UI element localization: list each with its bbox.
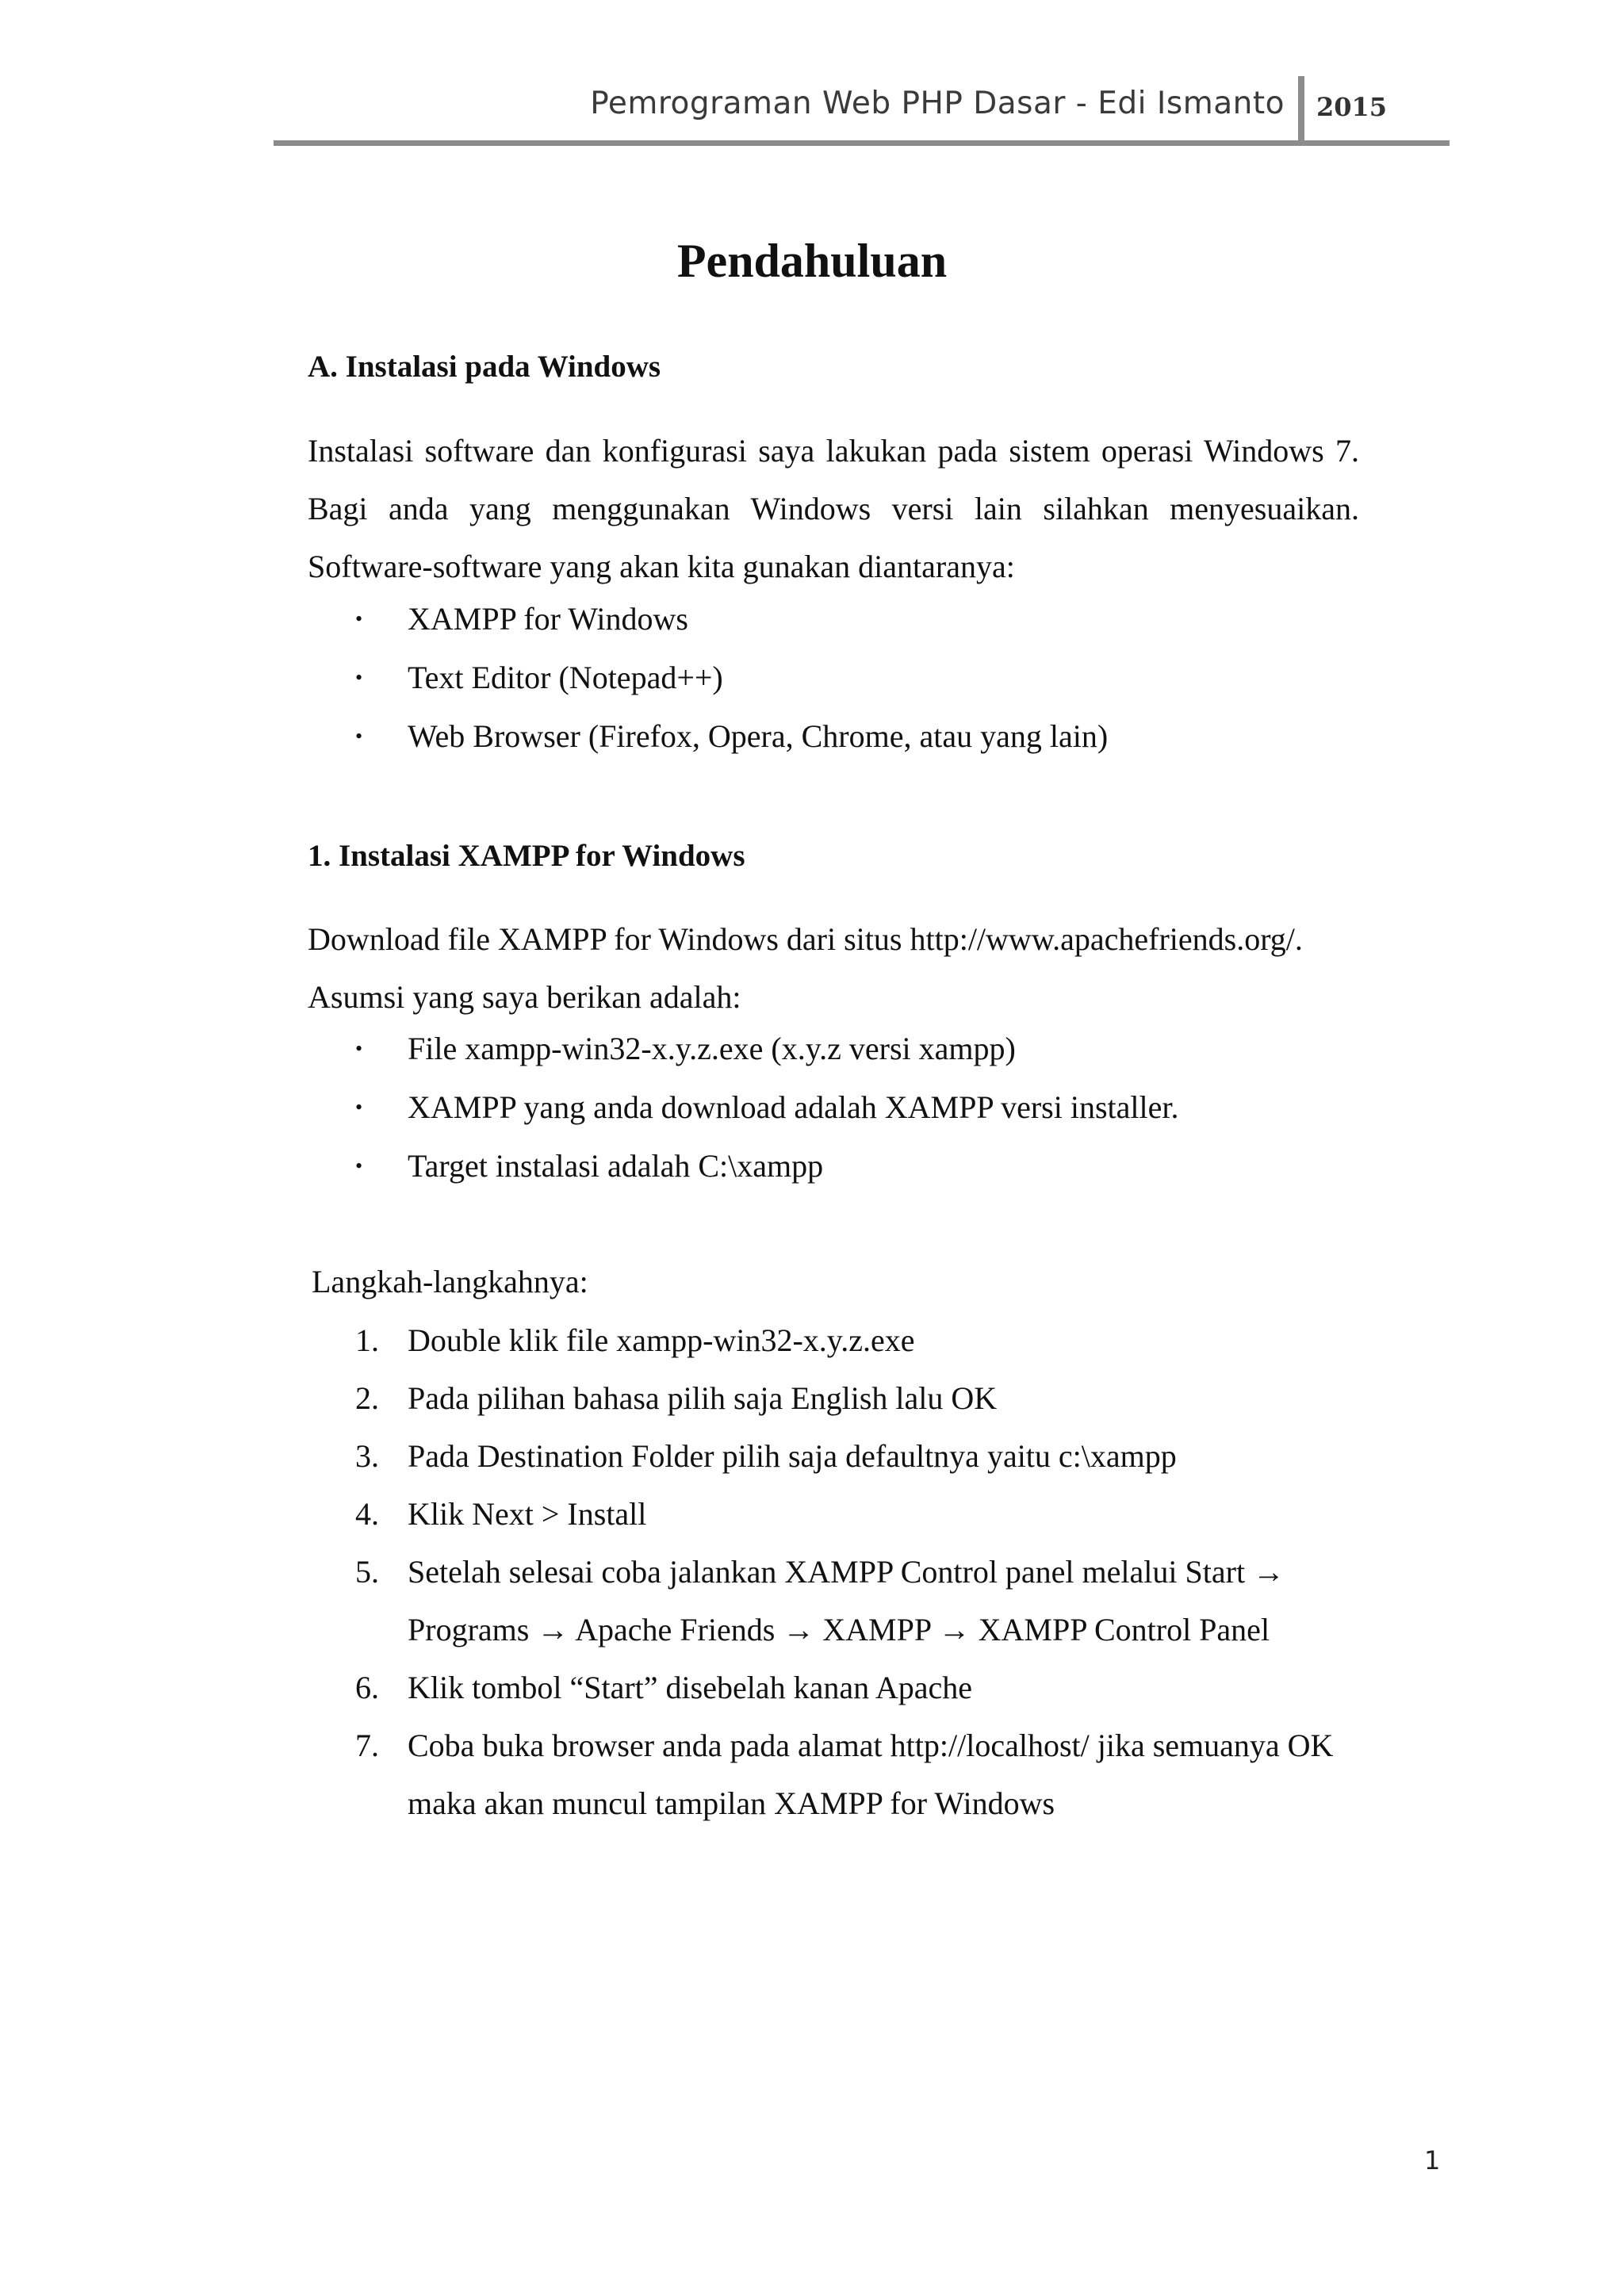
paragraph-line: Instalasi software dan konfigurasi saya lakukan pada sistem operasi Windows 7.	[308, 433, 1359, 469]
step-text: Klik Next > Install	[408, 1496, 647, 1532]
list-item-text: Target instalasi adalah C:\xampp	[408, 1148, 824, 1184]
running-header-year: 2015	[1316, 92, 1388, 122]
section-1-bullet-list	[308, 1020, 1418, 1196]
step-text: Pada pilihan bahasa pilih saja English lalu OK	[408, 1380, 998, 1416]
list-item	[308, 1020, 1418, 1078]
bullet-icon: •	[355, 1096, 363, 1119]
step-item	[308, 1543, 1418, 1659]
section-1-paragraph	[308, 910, 1359, 1026]
step-item	[308, 1659, 1418, 1716]
step-number: 4.	[355, 1496, 379, 1532]
list-item	[308, 649, 1418, 707]
page-number: 1	[1424, 2145, 1441, 2175]
step-item	[308, 1485, 1418, 1543]
step-text: Pada Destination Folder pilih saja defaultnya yaitu c:\xampp	[408, 1438, 1177, 1474]
list-item-text: XAMPP yang anda download adalah XAMPP versi installer.	[408, 1089, 1179, 1125]
running-header-title: Pemrograman Web PHP Dasar - Edi Ismanto	[590, 86, 1285, 121]
step-text-continued: Programs → Apache Friends → XAMPP → XAMPP Control Panel	[408, 1612, 1270, 1647]
bullet-icon: •	[355, 1037, 363, 1060]
step-item	[308, 1716, 1418, 1832]
list-item-text: XAMPP for Windows	[408, 601, 688, 637]
section-a-paragraph	[308, 422, 1359, 595]
list-item	[308, 707, 1418, 766]
list-item	[308, 590, 1418, 649]
steps-list	[308, 1311, 1418, 1832]
section-1-heading: 1. Instalasi XAMPP for Windows	[308, 839, 745, 873]
step-text: Klik tombol “Start” disebelah kanan Apache	[408, 1670, 973, 1705]
paragraph-line: Asumsi yang saya berikan adalah:	[308, 979, 741, 1015]
bullet-icon: •	[355, 1154, 363, 1177]
step-item	[308, 1369, 1418, 1427]
steps-label: Langkah-langkahnya:	[312, 1264, 588, 1299]
section-a-heading: A. Instalasi pada Windows	[308, 350, 661, 384]
step-number: 7.	[355, 1728, 379, 1763]
page-title: Pendahuluan	[676, 235, 948, 287]
step-text-continued: maka akan muncul tampilan XAMPP for Windows	[408, 1785, 1055, 1821]
header-rule	[274, 140, 1450, 146]
step-item	[308, 1427, 1418, 1485]
list-item-text: File xampp-win32-x.y.z.exe (x.y.z versi xampp)	[408, 1031, 1016, 1066]
step-text: Coba buka browser anda pada alamat http://localhost/ jika semuanya OK	[408, 1728, 1334, 1763]
bullet-icon: •	[355, 725, 363, 748]
header-divider	[1298, 76, 1304, 143]
bullet-icon: •	[355, 666, 363, 689]
step-number: 1.	[355, 1322, 379, 1358]
bullet-icon: •	[355, 607, 363, 630]
step-text: Setelah selesai coba jalankan XAMPP Control panel melalui Start →	[408, 1554, 1285, 1590]
list-item-text: Web Browser (Firefox, Opera, Chrome, atau yang lain)	[408, 718, 1109, 754]
list-item-text: Text Editor (Notepad++)	[408, 660, 723, 695]
paragraph-line: Bagi anda yang menggunakan Windows versi lain silahkan menyesuaikan.	[308, 491, 1359, 526]
step-text: Double klik file xampp-win32-x.y.z.exe	[408, 1322, 915, 1358]
step-number: 5.	[355, 1554, 379, 1590]
list-item	[308, 1078, 1418, 1137]
step-number: 3.	[355, 1438, 379, 1474]
paragraph-line: Download file XAMPP for Windows dari situs http://www.apachefriends.org/.	[308, 921, 1303, 957]
list-item	[308, 1137, 1418, 1196]
section-a-bullet-list	[308, 590, 1418, 766]
paragraph-line: Software-software yang akan kita gunakan diantaranya:	[308, 549, 1015, 584]
step-number: 2.	[355, 1380, 379, 1416]
step-number: 6.	[355, 1670, 379, 1705]
step-item	[308, 1311, 1418, 1369]
